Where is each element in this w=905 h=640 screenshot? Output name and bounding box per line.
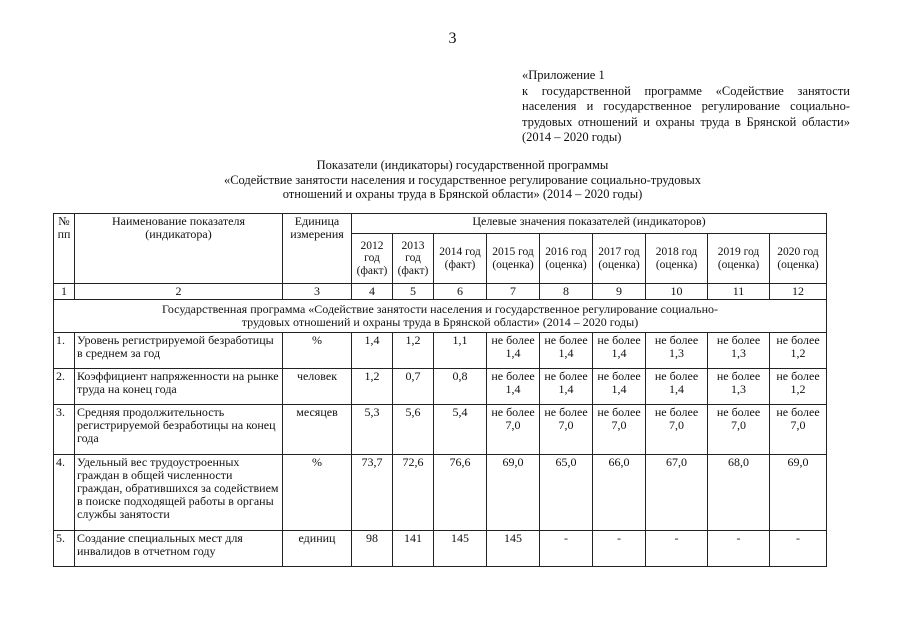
- indicator-value: 1,1: [434, 333, 487, 369]
- header-year: 2014 год (факт): [434, 234, 487, 284]
- indicator-value: -: [593, 531, 646, 567]
- indicator-value: 76,6: [434, 455, 487, 531]
- indicator-value: не более 1,4: [487, 369, 540, 405]
- indicator-value: 72,6: [393, 455, 434, 531]
- indicator-value: не более 1,2: [770, 333, 827, 369]
- indicator-value: не более 7,0: [646, 405, 708, 455]
- indicator-value: не более 1,3: [708, 333, 770, 369]
- table-row: [54, 333, 827, 369]
- row-number: 1.: [54, 333, 75, 369]
- column-number: 10: [646, 284, 708, 300]
- indicator-value: -: [646, 531, 708, 567]
- header-year: 2019 год (оценка): [708, 234, 770, 284]
- indicator-value: не более 1,2: [770, 369, 827, 405]
- indicator-value: не более 1,4: [540, 369, 593, 405]
- indicator-unit: месяцев: [283, 405, 352, 455]
- column-number: 9: [593, 284, 646, 300]
- indicator-value: 67,0: [646, 455, 708, 531]
- indicator-value: 5,3: [352, 405, 393, 455]
- indicator-value: не более 1,3: [646, 333, 708, 369]
- appendix-note: [522, 68, 850, 146]
- indicator-value: -: [540, 531, 593, 567]
- column-number: 5: [393, 284, 434, 300]
- indicator-value: 66,0: [593, 455, 646, 531]
- header-year: 2016 год (оценка): [540, 234, 593, 284]
- page-number: 3: [448, 30, 457, 47]
- column-number: 2: [75, 284, 283, 300]
- indicator-unit: человек: [283, 369, 352, 405]
- indicator-value: не более 7,0: [708, 405, 770, 455]
- header-num: № пп: [54, 214, 75, 284]
- indicator-value: 68,0: [708, 455, 770, 531]
- indicator-unit: %: [283, 333, 352, 369]
- indicator-unit: %: [283, 455, 352, 531]
- header-year: 2015 год (оценка): [487, 234, 540, 284]
- header-unit: Единица измерения: [283, 214, 352, 284]
- indicator-value: 145: [487, 531, 540, 567]
- table-row: [54, 455, 827, 531]
- row-number: 2.: [54, 369, 75, 405]
- indicator-value: 0,7: [393, 369, 434, 405]
- indicator-value: не более 1,4: [593, 333, 646, 369]
- appendix-line: (2014 – 2020 годы): [522, 130, 622, 144]
- indicator-value: 5,6: [393, 405, 434, 455]
- appendix-line: «Приложение 1: [522, 68, 605, 82]
- indicator-value: 69,0: [487, 455, 540, 531]
- indicator-value: 73,7: [352, 455, 393, 531]
- column-number: 1: [54, 284, 75, 300]
- header-year: 2012 год (факт): [352, 234, 393, 284]
- indicator-value: 98: [352, 531, 393, 567]
- indicator-value: 1,2: [352, 369, 393, 405]
- indicator-name: Средняя продолжительность регистрируемой безработицы на конец года: [75, 405, 283, 455]
- row-number: 5.: [54, 531, 75, 567]
- indicator-value: -: [770, 531, 827, 567]
- heading-line: отношений и охраны труда в Брянской области» (2014 – 2020 годы): [282, 187, 643, 201]
- indicator-value: 0,8: [434, 369, 487, 405]
- indicator-value: не более 1,3: [708, 369, 770, 405]
- indicators-table: [53, 213, 827, 567]
- column-number: 11: [708, 284, 770, 300]
- indicator-value: 1,4: [352, 333, 393, 369]
- row-number: 3.: [54, 405, 75, 455]
- indicator-name: Коэффициент напряженности на рынке труда на конец года: [75, 369, 283, 405]
- table-row: [54, 369, 827, 405]
- indicator-value: не более 7,0: [593, 405, 646, 455]
- column-number: 6: [434, 284, 487, 300]
- header-year: 2013 год (факт): [393, 234, 434, 284]
- header-year: 2020 год (оценка): [770, 234, 827, 284]
- column-number: 12: [770, 284, 827, 300]
- indicator-name: Удельный вес трудоустроенных граждан в общей численности граждан, обратившихся за содействием в поиске подходящей работы в органы службы занятости: [75, 455, 283, 531]
- indicator-value: -: [708, 531, 770, 567]
- column-number: 7: [487, 284, 540, 300]
- indicator-value: 141: [393, 531, 434, 567]
- header-year: 2017 год (оценка): [593, 234, 646, 284]
- row-number: 4.: [54, 455, 75, 531]
- indicator-name: Создание специальных мест для инвалидов в отчетном году: [75, 531, 283, 567]
- appendix-line: к государственной программе «Содействие занятости: [522, 83, 850, 98]
- indicator-value: 5,4: [434, 405, 487, 455]
- indicator-name: Уровень регистрируемой безработицы в среднем за год: [75, 333, 283, 369]
- indicator-unit: единиц: [283, 531, 352, 567]
- indicator-value: не более 1,4: [487, 333, 540, 369]
- table-row: [54, 531, 827, 567]
- indicator-value: не более 1,4: [646, 369, 708, 405]
- indicator-value: не более 1,4: [593, 369, 646, 405]
- table-row: [54, 405, 827, 455]
- section-title: Государственная программа «Содействие занятости населения и государственное регулирование социально-трудовых отношений и охраны труда в Брянской области» (2014 – 2020 годы): [54, 300, 827, 333]
- indicator-value: не более 7,0: [770, 405, 827, 455]
- indicator-value: 65,0: [540, 455, 593, 531]
- indicator-value: 145: [434, 531, 487, 567]
- heading-line: «Содействие занятости населения и государственное регулирование социально-трудовых: [223, 172, 702, 187]
- appendix-line: населения и государственное регулирование социально-: [522, 99, 850, 113]
- column-number: 8: [540, 284, 593, 300]
- heading-line: Показатели (индикаторы) государственной программы: [316, 158, 609, 172]
- column-number: 3: [283, 284, 352, 300]
- header-target-values: Целевые значения показателей (индикаторов): [352, 214, 827, 234]
- header-name: Наименование показателя (индикатора): [75, 214, 283, 284]
- document-heading: [0, 158, 905, 202]
- indicator-value: 69,0: [770, 455, 827, 531]
- indicator-value: не более 1,4: [540, 333, 593, 369]
- column-number: 4: [352, 284, 393, 300]
- indicator-value: 1,2: [393, 333, 434, 369]
- appendix-line: трудовых отношений и охраны труда в Брянской области»: [522, 114, 850, 129]
- header-year: 2018 год (оценка): [646, 234, 708, 284]
- indicator-value: не более 7,0: [487, 405, 540, 455]
- indicator-value: не более 7,0: [540, 405, 593, 455]
